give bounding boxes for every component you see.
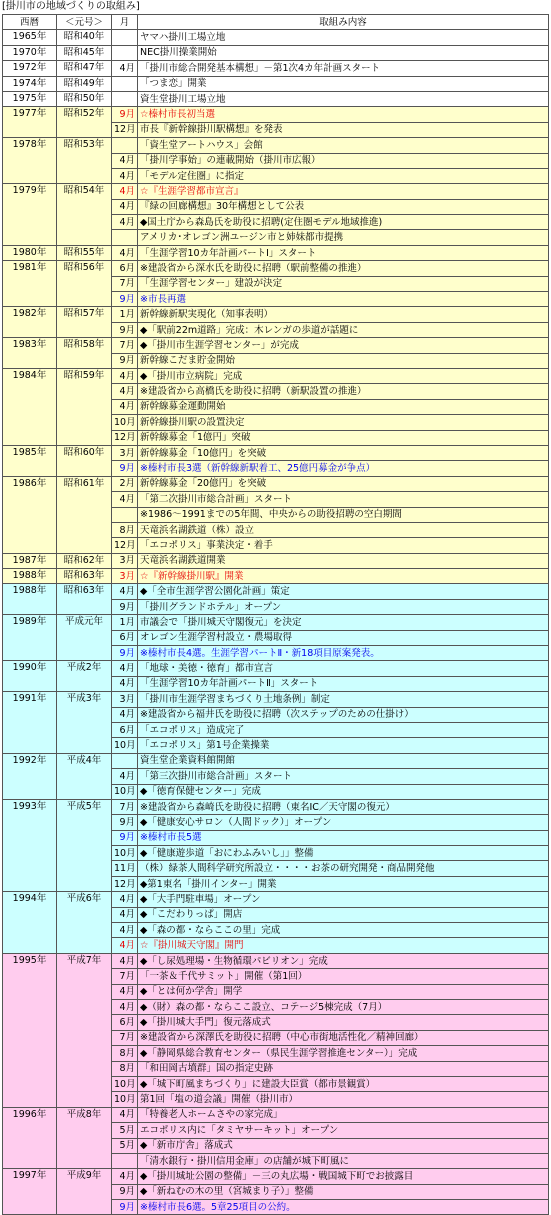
cell-content: ◆「城下町風まちづくり」に建設大臣賞（都市景観賞） — [138, 1076, 549, 1091]
cell-content: ◆「静岡県総合教育センター（県民生涯学習推進センター）」完成 — [138, 1046, 549, 1061]
table-row — [3, 799, 549, 814]
table-row — [3, 245, 549, 260]
cell-month: 4月 — [112, 769, 138, 784]
cell-month: 12月 — [112, 876, 138, 891]
header-month: 月 — [112, 15, 138, 30]
cell-month: 9月 — [112, 646, 138, 661]
cell-content: ◆第1東名「掛川インター」開業 — [138, 876, 549, 891]
cell-content: ◆「し尿処理場・生物循環パビリオン」完成 — [138, 953, 549, 968]
cell-era: 昭和60年 — [57, 445, 112, 476]
cell-content: ◆「新市庁舎」落成式 — [138, 1138, 549, 1153]
cell-content: 「地球・美徳・徳育」都市宣言 — [138, 661, 549, 676]
cell-month — [112, 91, 138, 106]
cell-year: 1992年 — [3, 753, 57, 799]
cell-content: 天竜浜名湖鉄道（株）設立 — [138, 522, 549, 537]
cell-year: 1980年 — [3, 245, 57, 260]
cell-month: 4月 — [112, 1169, 138, 1184]
cell-month: 4月 — [112, 1107, 138, 1122]
cell-year: 1990年 — [3, 661, 57, 692]
cell-month: 4月 — [112, 938, 138, 953]
header-row — [3, 15, 549, 30]
cell-year: 1982年 — [3, 307, 57, 338]
cell-content: ☆榛村市長初当選 — [138, 107, 549, 122]
cell-month: 6月 — [112, 630, 138, 645]
table-row — [3, 261, 549, 276]
cell-year: 1972年 — [3, 61, 57, 76]
cell-year: 1993年 — [3, 799, 57, 891]
cell-content: 「掛川グランドホテル」オープン — [138, 599, 549, 614]
cell-month: 4月 — [112, 215, 138, 230]
cell-content: オレゴン生涯学習村設立・農場取得 — [138, 630, 549, 645]
cell-era: 平成8年 — [57, 1107, 112, 1169]
table-body — [3, 30, 549, 1215]
table-caption: [掛川市の地域づくりの取組み] — [2, 1, 140, 12]
cell-month: 4月 — [112, 492, 138, 507]
cell-era: 平成5年 — [57, 799, 112, 891]
cell-month: 4月 — [112, 368, 138, 383]
cell-year: 1979年 — [3, 184, 57, 246]
table-row — [3, 476, 549, 491]
cell-month: 8月 — [112, 1061, 138, 1076]
cell-content: 新幹線こだま貯金開始 — [138, 353, 549, 368]
cell-month: 10月 — [112, 1092, 138, 1107]
header-content: 取組み内容 — [138, 15, 549, 30]
history-table — [2, 14, 549, 1215]
cell-content: ◆「森の都・ならここの里」完成 — [138, 923, 549, 938]
cell-month: 7月 — [112, 338, 138, 353]
cell-era: 昭和56年 — [57, 261, 112, 307]
cell-content: 「生涯学習10カ年計画パートⅠ」スタート — [138, 245, 549, 260]
cell-era: 昭和40年 — [57, 30, 112, 45]
cell-year: 1983年 — [3, 338, 57, 369]
cell-month: 4月 — [112, 584, 138, 599]
cell-content: ☆『生涯学習都市宣言』 — [138, 184, 549, 199]
cell-era: 平成6年 — [57, 892, 112, 954]
cell-content: 『緑の回廊構想』30年構想として公表 — [138, 199, 549, 214]
cell-month: 8月 — [112, 1046, 138, 1061]
table-row — [3, 692, 549, 707]
cell-month: 3月 — [112, 569, 138, 584]
cell-era: 昭和58年 — [57, 338, 112, 369]
cell-content: 第1回「塩の道会議」開催（掛川市） — [138, 1092, 549, 1107]
cell-content: ◆「こだわりっぱ」開店 — [138, 907, 549, 922]
cell-content: 「第二次掛川市総合計画」スタート — [138, 492, 549, 507]
cell-content: 資生堂企業資料館開館 — [138, 753, 549, 768]
cell-month: 10月 — [112, 846, 138, 861]
cell-content: 「和田岡古墳群」国の指定史跡 — [138, 1061, 549, 1076]
cell-era: 昭和49年 — [57, 76, 112, 91]
cell-month: 9月 — [112, 599, 138, 614]
cell-year: 1987年 — [3, 553, 57, 568]
cell-content: 「特養老人ホームさやの家完成」 — [138, 1107, 549, 1122]
table-row — [3, 553, 549, 568]
cell-month: 6月 — [112, 261, 138, 276]
cell-content: ※1986～1991までの5年間、中央からの助役招聘の空白期間 — [138, 507, 549, 522]
table-row — [3, 45, 549, 60]
cell-era: 平成7年 — [57, 953, 112, 1107]
cell-content: （株）緑茶人間科学研究所設立・・・・お茶の研究開発・商品開発他 — [138, 861, 549, 876]
cell-content: ※建設省から高橋氏を助役に招聘（新駅設置の推進） — [138, 384, 549, 399]
cell-month — [112, 45, 138, 60]
cell-era: 昭和63年 — [57, 569, 112, 584]
cell-year: 1997年 — [3, 1169, 57, 1215]
cell-content: ※市長再選 — [138, 292, 549, 307]
cell-month: 7月 — [112, 1030, 138, 1045]
table-row — [3, 661, 549, 676]
cell-month: 10月 — [112, 738, 138, 753]
cell-content: 「つま恋」開業 — [138, 76, 549, 91]
table-row — [3, 1107, 549, 1122]
cell-month: 3月 — [112, 692, 138, 707]
table-row — [3, 892, 549, 907]
cell-month — [112, 76, 138, 91]
cell-month: 12月 — [112, 430, 138, 445]
cell-month: 4月 — [112, 384, 138, 399]
table-row — [3, 615, 549, 630]
cell-month: 10月 — [112, 784, 138, 799]
cell-content: ※榛村市長5選 — [138, 830, 549, 845]
cell-month: 4月 — [112, 61, 138, 76]
cell-era: 昭和52年 — [57, 107, 112, 138]
cell-month: 9月 — [112, 815, 138, 830]
cell-content: ◆「大手門駐車場」オープン — [138, 892, 549, 907]
cell-era: 昭和54年 — [57, 184, 112, 246]
cell-month: 9月 — [112, 461, 138, 476]
cell-month: 5月 — [112, 1123, 138, 1138]
cell-year: 1994年 — [3, 892, 57, 954]
cell-era: 昭和53年 — [57, 138, 112, 184]
cell-month: 6月 — [112, 1015, 138, 1030]
cell-month: 7月 — [112, 969, 138, 984]
cell-month: 9月 — [112, 1184, 138, 1199]
cell-era: 平成9年 — [57, 1169, 112, 1215]
cell-month: 11月 — [112, 861, 138, 876]
cell-year: 1975年 — [3, 91, 57, 106]
cell-month: 6月 — [112, 722, 138, 737]
cell-month: 4月 — [112, 399, 138, 414]
cell-year: 1991年 — [3, 692, 57, 754]
table-row — [3, 184, 549, 199]
cell-month: 1月 — [112, 307, 138, 322]
cell-content: 新幹線募金「10億円」を突破 — [138, 445, 549, 460]
table-row — [3, 1169, 549, 1184]
cell-month: 7月 — [112, 799, 138, 814]
cell-month: 4月 — [112, 168, 138, 183]
cell-era: 昭和45年 — [57, 45, 112, 60]
table-row — [3, 368, 549, 383]
table-row — [3, 76, 549, 91]
cell-era: 昭和59年 — [57, 368, 112, 445]
table-row — [3, 584, 549, 599]
cell-month: 12月 — [112, 538, 138, 553]
cell-month: 4月 — [112, 661, 138, 676]
cell-content: 「エコポリス」造成完了 — [138, 722, 549, 737]
cell-month: 3月 — [112, 445, 138, 460]
cell-year: 1995年 — [3, 953, 57, 1107]
cell-month: 10月 — [112, 1076, 138, 1091]
cell-year: 1985年 — [3, 445, 57, 476]
table-row — [3, 445, 549, 460]
cell-era: 平成元年 — [57, 615, 112, 661]
table-row — [3, 338, 549, 353]
cell-content: ◆「駅前22m道路」完成：木レンガの歩道が話題に — [138, 322, 549, 337]
cell-month: 1月 — [112, 615, 138, 630]
cell-year: 1988年 — [3, 584, 57, 615]
cell-month: 9月 — [112, 830, 138, 845]
cell-content: 「掛川学事始」の連載開始（掛川市広報） — [138, 153, 549, 168]
cell-era: 昭和47年 — [57, 61, 112, 76]
cell-year: 1970年 — [3, 45, 57, 60]
cell-era: 平成4年 — [57, 753, 112, 799]
cell-content: 新幹線募金運動開始 — [138, 399, 549, 414]
cell-content: 「掛川市総合開発基本構想」－第1次4カ年計画スタート — [138, 61, 549, 76]
cell-month: 9月 — [112, 292, 138, 307]
cell-content: 新幹線掛川駅の設置決定 — [138, 415, 549, 430]
cell-era: 昭和55年 — [57, 245, 112, 260]
cell-month: 4月 — [112, 676, 138, 691]
cell-month: 10月 — [112, 415, 138, 430]
cell-month: 4月 — [112, 153, 138, 168]
cell-month: 9月 — [112, 353, 138, 368]
cell-content: 「エコポリス」事業決定・着手 — [138, 538, 549, 553]
cell-month: 5月 — [112, 1138, 138, 1153]
cell-content: 資生堂掛川工場立地 — [138, 91, 549, 106]
table-row — [3, 753, 549, 768]
cell-month: 4月 — [112, 184, 138, 199]
table-row — [3, 30, 549, 45]
table-row — [3, 61, 549, 76]
cell-content: ※建設省から深水氏を助役に招聘（駅前整備の推進） — [138, 261, 549, 276]
cell-content: ◆「全市生涯学習公園化計画」策定 — [138, 584, 549, 599]
header-year: 西暦 — [3, 15, 57, 30]
cell-month: 4月 — [112, 707, 138, 722]
cell-year: 1965年 — [3, 30, 57, 45]
cell-content: 「生涯学習センター」建設が決定 — [138, 276, 549, 291]
cell-content: 「清水銀行・掛川信用金庫」の店舗が城下町風に — [138, 1153, 549, 1168]
cell-content: NEC掛川操業開始 — [138, 45, 549, 60]
cell-content: エコポリス内に「タミヤサーキット」オープン — [138, 1123, 549, 1138]
cell-month: 4月 — [112, 1000, 138, 1015]
cell-month: 3月 — [112, 553, 138, 568]
cell-content: 「一茶＆千代サミット」開催（第1回） — [138, 969, 549, 984]
cell-content: 「資生堂アートハウス」会館 — [138, 138, 549, 153]
cell-content: ◆「新ねむの木の里（宮城まり子）」整備 — [138, 1184, 549, 1199]
cell-content: ◆（財）森の都・ならここ設立、コテージ5棟完成（7月） — [138, 1000, 549, 1015]
cell-content: ◆「掛川市生涯学習センター」が完成 — [138, 338, 549, 353]
cell-year: 1978年 — [3, 138, 57, 184]
cell-content: ☆『掛川城天守閣』開門 — [138, 938, 549, 953]
cell-month: 9月 — [112, 322, 138, 337]
table-row — [3, 107, 549, 122]
cell-content: 市長『新幹線掛川駅構想』を発表 — [138, 122, 549, 137]
cell-year: 1988年 — [3, 569, 57, 584]
cell-month — [112, 230, 138, 245]
cell-content: 市議会で「掛川城天守閣復元」を決定 — [138, 615, 549, 630]
cell-content: ◆「健康遊歩道「おにわふみいし」」整備 — [138, 846, 549, 861]
cell-content: ☆『新幹線掛川駅』開業 — [138, 569, 549, 584]
table-row — [3, 91, 549, 106]
cell-content: アメリカ･オレゴン洲ユージン市と姉妹都市提携 — [138, 230, 549, 245]
cell-year: 1984年 — [3, 368, 57, 445]
cell-month — [112, 1153, 138, 1168]
cell-month — [112, 138, 138, 153]
cell-era: 昭和62年 — [57, 553, 112, 568]
cell-content: ◆「健康安心サロン（人間ドック）」オープン — [138, 815, 549, 830]
cell-month: 4月 — [112, 892, 138, 907]
cell-content: ※建設省から森崎氏を助役に招聘（東名IC／天守閣の復元） — [138, 799, 549, 814]
cell-month — [112, 30, 138, 45]
table-row — [3, 953, 549, 968]
cell-month — [112, 753, 138, 768]
cell-month: 4月 — [112, 923, 138, 938]
cell-content: 「生涯学習10カ年計画パートⅡ」スタート — [138, 676, 549, 691]
cell-month: 4月 — [112, 907, 138, 922]
cell-content: ※建設省から深澤氏を助役に招聘（中心市街地活性化／精神回廊） — [138, 1030, 549, 1045]
cell-content: ◆「掛川城址公園の整備」－三の丸広場・戦国城下町でお披露目 — [138, 1169, 549, 1184]
cell-content: ※榛村市長3選（新幹線新駅着工、25億円募金が争点） — [138, 461, 549, 476]
cell-year: 1977年 — [3, 107, 57, 138]
cell-month: 9月 — [112, 107, 138, 122]
cell-content: 新幹線新駅実現化（知事表明） — [138, 307, 549, 322]
cell-content: ◆国土庁から森島氏を助役に招聘(定住圏モデル地域推進) — [138, 215, 549, 230]
cell-content: 新幹線募金「1億円」突破 — [138, 430, 549, 445]
cell-era: 昭和57年 — [57, 307, 112, 338]
cell-content: 天竜浜名湖鉄道開業 — [138, 553, 549, 568]
cell-era: 昭和63年 — [57, 584, 112, 615]
cell-era: 平成2年 — [57, 661, 112, 692]
cell-year: 1981年 — [3, 261, 57, 307]
cell-content: 新幹線募金「20億円」を突破 — [138, 476, 549, 491]
cell-year: 1974年 — [3, 76, 57, 91]
cell-era: 平成3年 — [57, 692, 112, 754]
cell-content: 「エコポリス」第1号企業操業 — [138, 738, 549, 753]
cell-content: 「モデル定住圏」に指定 — [138, 168, 549, 183]
cell-content: ※榛村市長4選。生涯学習パートⅡ・新18項目原案発表。 — [138, 646, 549, 661]
cell-content: 「第三次掛川市総合計画」スタート — [138, 769, 549, 784]
cell-year: 1996年 — [3, 1107, 57, 1169]
table-row — [3, 569, 549, 584]
cell-content: ◆「掛川城大手門」復元落成式 — [138, 1015, 549, 1030]
cell-content: ※榛村市長6選。5章25項目の公約。 — [138, 1200, 549, 1215]
cell-month: 8月 — [112, 522, 138, 537]
table-row — [3, 307, 549, 322]
cell-era: 昭和61年 — [57, 476, 112, 553]
cell-month: 2月 — [112, 476, 138, 491]
cell-content: ◆「とは何か学舎」開学 — [138, 984, 549, 999]
table-row — [3, 138, 549, 153]
cell-month: 4月 — [112, 953, 138, 968]
cell-content: ヤマハ掛川工場立地 — [138, 30, 549, 45]
cell-month: 9月 — [112, 1200, 138, 1215]
cell-content: ◆「徳育保健センター」完成 — [138, 784, 549, 799]
cell-month — [112, 507, 138, 522]
cell-content: ◆「掛川市立病院」完成 — [138, 368, 549, 383]
cell-content: ※建設省から福井氏を助役に招聘（次ステップのための仕掛け） — [138, 707, 549, 722]
cell-content: 「掛川市生涯学習まちづくり土地条例」制定 — [138, 692, 549, 707]
cell-month: 4月 — [112, 199, 138, 214]
cell-year: 1986年 — [3, 476, 57, 553]
cell-month: 7月 — [112, 276, 138, 291]
cell-month: 12月 — [112, 122, 138, 137]
cell-month: 4月 — [112, 245, 138, 260]
cell-year: 1989年 — [3, 615, 57, 661]
cell-month: 4月 — [112, 984, 138, 999]
cell-era: 昭和50年 — [57, 91, 112, 106]
header-era: ＜元号＞ — [57, 15, 112, 30]
